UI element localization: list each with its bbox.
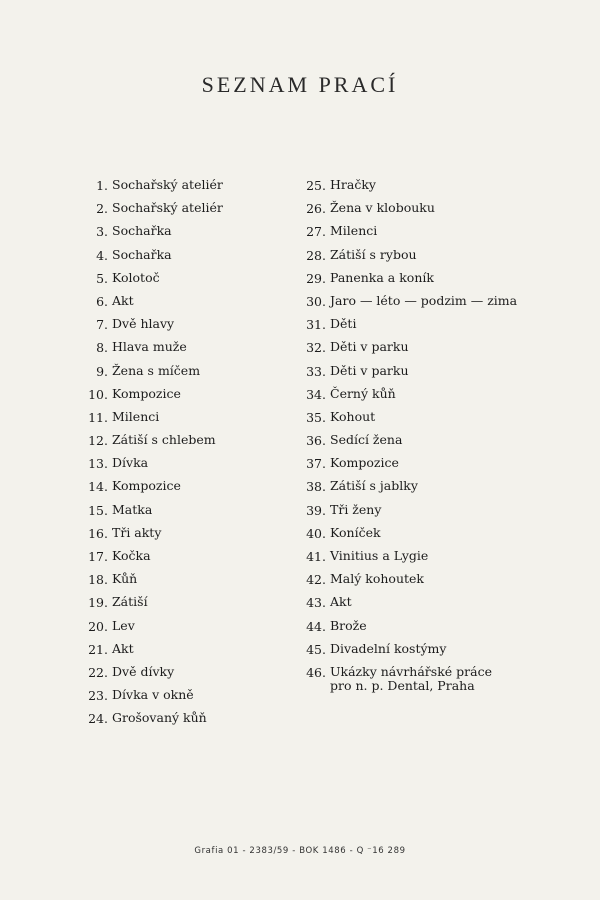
list-item bbox=[300, 522, 590, 545]
list-item bbox=[82, 661, 292, 684]
item-title: Divadelní kostýmy bbox=[330, 640, 447, 656]
item-title: Hlava muže bbox=[112, 339, 187, 355]
item-number: 44. bbox=[306, 618, 326, 634]
item-title: Sochařka bbox=[112, 246, 172, 262]
item-number: 27. bbox=[306, 224, 326, 240]
list-item bbox=[300, 545, 590, 568]
list-item bbox=[82, 684, 292, 707]
item-title: Kompozice bbox=[112, 478, 181, 494]
item-title: Malý kohoutek bbox=[330, 571, 425, 587]
list-item bbox=[300, 475, 590, 498]
list-item bbox=[82, 360, 292, 383]
item-number: 21. bbox=[88, 641, 108, 657]
item-title: Matka bbox=[112, 501, 153, 517]
item-number: 25. bbox=[306, 178, 326, 193]
item-title: Dívka v okně bbox=[112, 687, 194, 703]
item-number: 38. bbox=[306, 479, 326, 495]
item-title: Grošovaný kůň bbox=[112, 710, 207, 726]
list-item bbox=[300, 615, 590, 638]
works-list-left-column bbox=[82, 174, 292, 731]
item-title: Vinitius a Lygie bbox=[330, 548, 429, 563]
item-title: Koníček bbox=[330, 524, 381, 540]
item-number: 11. bbox=[88, 409, 108, 425]
item-number: 26. bbox=[306, 201, 326, 217]
item-number: 7. bbox=[96, 317, 108, 333]
item-number: 43. bbox=[306, 595, 326, 611]
item-number: 31. bbox=[306, 317, 326, 333]
item-title: Milenci bbox=[330, 223, 378, 239]
item-number: 45. bbox=[306, 641, 326, 657]
item-title: Děti v parku bbox=[330, 339, 409, 355]
item-title: Hračky bbox=[330, 177, 376, 192]
item-number: 37. bbox=[306, 456, 326, 472]
item-number: 8. bbox=[96, 340, 108, 356]
item-number: 28. bbox=[306, 247, 326, 263]
item-title: Zátiší s rybou bbox=[330, 246, 417, 262]
list-item bbox=[300, 591, 590, 614]
item-number: 35. bbox=[306, 409, 326, 425]
item-title: Sochařský ateliér bbox=[112, 177, 223, 192]
item-number: 24. bbox=[88, 711, 108, 727]
list-item bbox=[300, 661, 590, 701]
list-item bbox=[82, 336, 292, 359]
list-item bbox=[82, 522, 292, 545]
item-title: Brože bbox=[330, 617, 367, 633]
item-title: Akt bbox=[112, 640, 134, 656]
printer-imprint: Grafia 01 - 2383/59 - BOK 1486 - Q ⁻16 289 bbox=[194, 846, 406, 856]
list-item bbox=[82, 197, 292, 220]
item-number: 40. bbox=[306, 525, 326, 541]
item-number: 46. bbox=[306, 664, 326, 680]
item-number: 4. bbox=[96, 247, 108, 263]
list-item bbox=[82, 475, 292, 498]
item-number: 20. bbox=[88, 618, 108, 634]
item-title: Kompozice bbox=[112, 385, 181, 401]
list-item bbox=[82, 290, 292, 313]
item-title: Žena v klobouku bbox=[330, 200, 435, 216]
list-item bbox=[82, 220, 292, 243]
item-title: Kolotoč bbox=[112, 269, 160, 285]
item-number: 10. bbox=[88, 386, 108, 402]
item-title: Černý kůň bbox=[330, 385, 396, 401]
item-number: 2. bbox=[96, 201, 108, 217]
list-item bbox=[300, 499, 590, 522]
item-title: Dvě dívky bbox=[112, 663, 175, 679]
list-item bbox=[82, 545, 292, 568]
item-number: 12. bbox=[88, 433, 108, 449]
item-number: 15. bbox=[88, 502, 108, 518]
list-item bbox=[300, 406, 590, 429]
item-title: Akt bbox=[112, 292, 134, 308]
item-title: Panenka a koník bbox=[330, 269, 434, 285]
item-title: Sochařský ateliér bbox=[112, 200, 223, 216]
item-number: 42. bbox=[306, 572, 326, 588]
item-number: 9. bbox=[96, 363, 108, 379]
item-number: 6. bbox=[96, 293, 108, 309]
list-item bbox=[82, 499, 292, 522]
list-item bbox=[82, 429, 292, 452]
item-number: 16. bbox=[88, 525, 108, 541]
list-item bbox=[82, 313, 292, 336]
page-title: SEZNAM PRACÍ bbox=[201, 72, 399, 97]
list-item bbox=[300, 290, 590, 313]
item-title: Ukázky návrhářské práce pro n. p. Dental, Praha bbox=[330, 663, 492, 693]
item-number: 29. bbox=[306, 270, 326, 286]
item-title: Lev bbox=[112, 617, 135, 633]
item-number: 34. bbox=[306, 386, 326, 402]
item-title: Tři akty bbox=[112, 524, 162, 540]
item-title: Sochařka bbox=[112, 223, 172, 239]
item-title: Zátiší bbox=[112, 594, 148, 610]
item-number: 41. bbox=[306, 549, 326, 564]
item-title: Děti bbox=[330, 316, 357, 332]
list-item bbox=[300, 429, 590, 452]
item-number: 32. bbox=[306, 340, 326, 356]
item-title: Sedící žena bbox=[330, 432, 403, 448]
list-item bbox=[300, 220, 590, 243]
list-item bbox=[300, 336, 590, 359]
list-item bbox=[300, 360, 590, 383]
item-number: 36. bbox=[306, 433, 326, 449]
item-number: 19. bbox=[88, 595, 108, 611]
item-title: Jaro — léto — podzim — zima bbox=[330, 292, 518, 308]
list-item bbox=[300, 244, 590, 267]
list-item bbox=[82, 406, 292, 429]
item-title: Žena s míčem bbox=[112, 362, 201, 378]
item-title: Kočka bbox=[112, 548, 151, 563]
item-number: 39. bbox=[306, 502, 326, 518]
item-title: Milenci bbox=[112, 408, 160, 424]
item-number: 13. bbox=[88, 456, 108, 472]
item-title: Kompozice bbox=[330, 455, 399, 471]
item-number: 33. bbox=[306, 363, 326, 379]
item-number: 30. bbox=[306, 293, 326, 309]
list-item bbox=[82, 591, 292, 614]
item-number: 22. bbox=[88, 664, 108, 680]
item-title: Kohout bbox=[330, 408, 376, 424]
item-title: Akt bbox=[330, 594, 352, 610]
item-number: 1. bbox=[96, 178, 108, 193]
list-item bbox=[300, 313, 590, 336]
item-title: Kůň bbox=[112, 571, 138, 587]
list-item bbox=[82, 452, 292, 475]
item-number: 5. bbox=[96, 270, 108, 286]
list-item bbox=[300, 267, 590, 290]
list-item bbox=[300, 452, 590, 475]
item-number: 14. bbox=[88, 479, 108, 495]
item-number: 18. bbox=[88, 572, 108, 588]
item-title: Děti v parku bbox=[330, 362, 409, 378]
list-item bbox=[300, 638, 590, 661]
list-item bbox=[300, 197, 590, 220]
item-number: 3. bbox=[96, 224, 108, 240]
list-item bbox=[82, 707, 292, 730]
item-title: Tři ženy bbox=[330, 501, 382, 517]
list-item bbox=[82, 568, 292, 591]
list-item bbox=[82, 174, 292, 197]
list-item bbox=[82, 638, 292, 661]
list-item bbox=[300, 568, 590, 591]
list-item bbox=[300, 383, 590, 406]
item-title: Dvě hlavy bbox=[112, 316, 175, 332]
list-item bbox=[300, 174, 590, 197]
list-item bbox=[82, 383, 292, 406]
item-title: Zátiší s chlebem bbox=[112, 432, 216, 448]
item-title: Dívka bbox=[112, 455, 149, 471]
item-title: Zátiší s jablky bbox=[330, 478, 418, 494]
list-item bbox=[82, 244, 292, 267]
item-number: 23. bbox=[88, 688, 108, 704]
item-number: 17. bbox=[88, 549, 108, 564]
works-list-right-column bbox=[300, 174, 590, 701]
list-item bbox=[82, 267, 292, 290]
list-item bbox=[82, 615, 292, 638]
